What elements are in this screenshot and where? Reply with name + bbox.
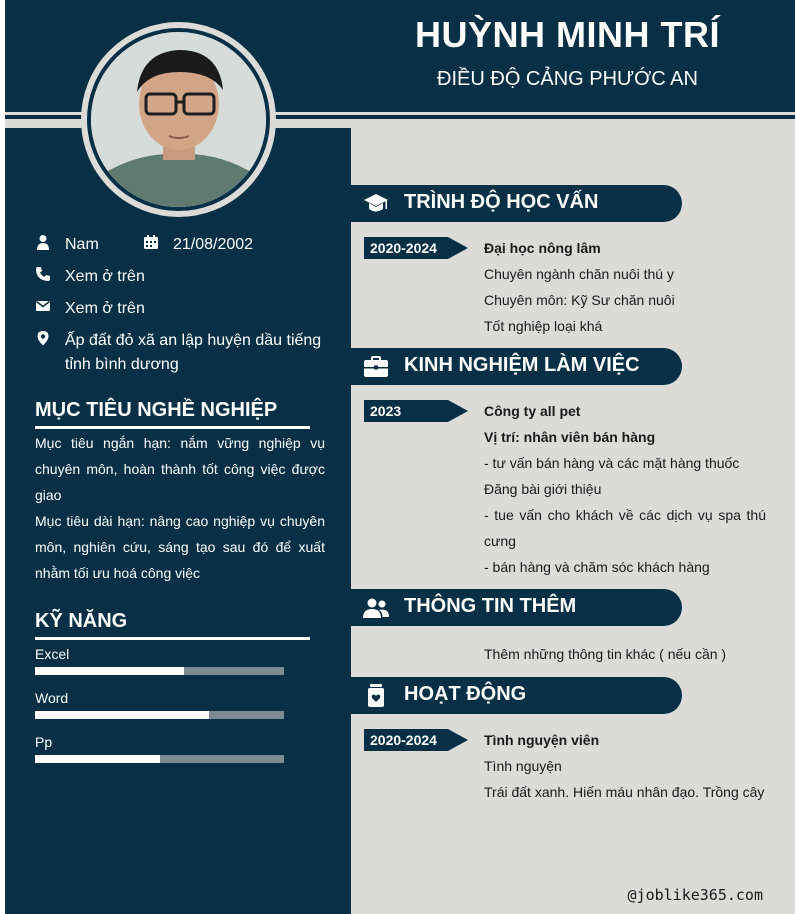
- education-period: 2020-2024: [370, 240, 437, 256]
- experience-line-3: - tue vấn cho khách về các dịch vụ spa thú cưng: [484, 507, 766, 549]
- email-row: [35, 297, 145, 321]
- donation-jar-icon: [363, 684, 389, 708]
- education-school: Đại học nông lâm: [484, 240, 601, 256]
- candidate-role: ĐIỀU ĐỘ CẢNG PHƯỚC AN: [437, 68, 698, 90]
- education-section-bar: [351, 185, 682, 222]
- objective-short-term: Mục tiêu ngắn hạn: nắm vững nghiệp vụ chuyên môn, hoàn thành tốt công việc được giao: [35, 435, 325, 503]
- skill-bar-excel: [35, 667, 284, 675]
- experience-line-4: - bán hàng và chăm sóc khách hàng: [484, 559, 710, 575]
- address-row: [35, 329, 335, 377]
- experience-line-2: Đăng bài giới thiệu: [484, 481, 602, 497]
- phone-row: [35, 265, 145, 289]
- experience-period-tag: [364, 400, 468, 422]
- additional-section-bar: [351, 589, 682, 626]
- skills-heading: KỸ NĂNG: [35, 610, 128, 632]
- gender-value: Nam: [65, 236, 99, 253]
- avatar-photo: [91, 32, 266, 207]
- education-period-tag: [364, 237, 468, 259]
- education-entry: [484, 235, 766, 339]
- activities-line-1: Tình nguyện: [484, 758, 562, 774]
- user-icon: [35, 234, 51, 250]
- skill-fill-pp: [35, 755, 160, 763]
- address-value: Ấp đất đỏ xã an lập huyện dầu tiếng tỉnh bình dương: [65, 332, 322, 373]
- activities-period: 2020-2024: [370, 732, 437, 748]
- cv-page: [5, 0, 795, 914]
- skill-bar-word: [35, 711, 284, 719]
- birthday-value: 21/08/2002: [173, 236, 254, 253]
- skill-fill-word: [35, 711, 209, 719]
- briefcase-icon: [363, 355, 389, 379]
- objective-long-term: Mục tiêu dài hạn: nâng cao nghiệp vụ chuyên môn, nghiên cứu, sáng tạo sau đó để xuất nhằm tối ưu hoá công việc: [35, 513, 325, 581]
- experience-title: KINH NGHIỆM LÀM VIỆC: [404, 354, 640, 376]
- education-title: TRÌNH ĐỘ HỌC VẤN: [404, 191, 599, 213]
- experience-company: Công ty all pet: [484, 403, 581, 419]
- candidate-name: HUỲNH MINH TRÍ: [415, 14, 720, 55]
- experience-section-bar: [351, 348, 682, 385]
- activities-line-2: Trái đất xanh. Hiến máu nhân đạo. Trồng cây: [484, 784, 765, 800]
- skill-fill-excel: [35, 667, 184, 675]
- email-value: Xem ở trên: [65, 300, 145, 317]
- skills-rule: [35, 637, 310, 640]
- gender-row: [35, 233, 99, 257]
- graduation-cap-icon: [363, 192, 389, 216]
- phone-value: Xem ở trên: [65, 268, 145, 285]
- activities-title: HOẠT ĐỘNG: [404, 683, 527, 705]
- skill-label-excel: Excel: [35, 646, 70, 662]
- birthday-row: [143, 233, 253, 257]
- skill-bar-pp: [35, 755, 284, 763]
- phone-icon: [35, 266, 51, 282]
- additional-entry: [484, 641, 766, 667]
- education-line-3: Tốt nghiệp loại khá: [484, 318, 603, 334]
- objective-heading: MỤC TIÊU NGHỀ NGHIỆP: [35, 399, 278, 421]
- activities-entry: [484, 727, 766, 805]
- activities-section-bar: [351, 677, 682, 714]
- watermark: @joblike365.com: [627, 886, 763, 904]
- experience-position: Vị trí: nhân viên bán hàng: [484, 429, 656, 445]
- skill-label-pp: Pp: [35, 734, 53, 750]
- education-line-1: Chuyên ngành chăn nuôi thú y: [484, 266, 674, 282]
- experience-line-1: - tư vấn bán hàng và các mặt hàng thuốc: [484, 455, 740, 471]
- location-pin-icon: [35, 330, 51, 346]
- additional-title: THÔNG TIN THÊM: [404, 595, 577, 617]
- mail-icon: [35, 298, 51, 314]
- experience-entry: [484, 398, 766, 580]
- calendar-icon: [143, 234, 159, 250]
- objective-rule: [35, 426, 310, 429]
- additional-text: Thêm những thông tin khác ( nếu cần ): [484, 646, 727, 662]
- skill-label-word: Word: [35, 690, 69, 706]
- experience-period: 2023: [370, 403, 402, 419]
- avatar: [81, 22, 276, 217]
- activities-period-tag: [364, 729, 468, 751]
- activities-role: Tình nguyện viên: [484, 732, 600, 748]
- education-line-2: Chuyên môn: Kỹ Sư chăn nuôi: [484, 292, 675, 308]
- users-icon: [363, 596, 389, 620]
